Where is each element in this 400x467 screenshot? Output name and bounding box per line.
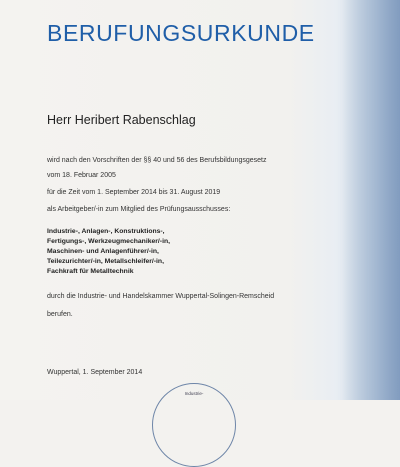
occupation-list <box>47 227 170 277</box>
decorative-blue-band <box>342 0 400 400</box>
period-line: für die Zeit vom 1. September 2014 bis 31. August 2019 <box>47 189 221 196</box>
place-date: Wuppertal, 1. September 2014 <box>47 369 143 376</box>
appointed-line: berufen. <box>47 311 73 318</box>
seal-text: Industrie- <box>184 391 204 396</box>
occupation-item: Fachkraft für Metalltechnik <box>47 268 134 275</box>
regulation-date-line: vom 18. Februar 2005 <box>47 172 116 179</box>
regulation-line: wird nach den Vorschriften der §§ 40 und 56 des Berufsbildungsgesetz <box>47 157 267 164</box>
occupation-item: Maschinen- und Anlagenführer/-in, <box>47 248 159 255</box>
chamber-seal <box>152 383 236 467</box>
document-title: BERUFUNGSURKUNDE <box>47 20 315 46</box>
occupation-item: Teilezurichter/-in, Metallschleifer/-in, <box>47 258 164 265</box>
role-line: als Arbeitgeber/-in zum Mitglied des Prüfungsausschusses: <box>47 206 231 213</box>
occupation-item: Industrie-, Anlagen-, Konstruktions-, <box>47 228 165 235</box>
occupation-item: Fertigungs-, Werkzeugmechaniker/-in, <box>47 238 170 245</box>
recipient-name: Herr Heribert Rabenschlag <box>47 113 196 127</box>
chamber-line: durch die Industrie- und Handelskammer Wuppertal-Solingen-Remscheid <box>47 293 275 300</box>
